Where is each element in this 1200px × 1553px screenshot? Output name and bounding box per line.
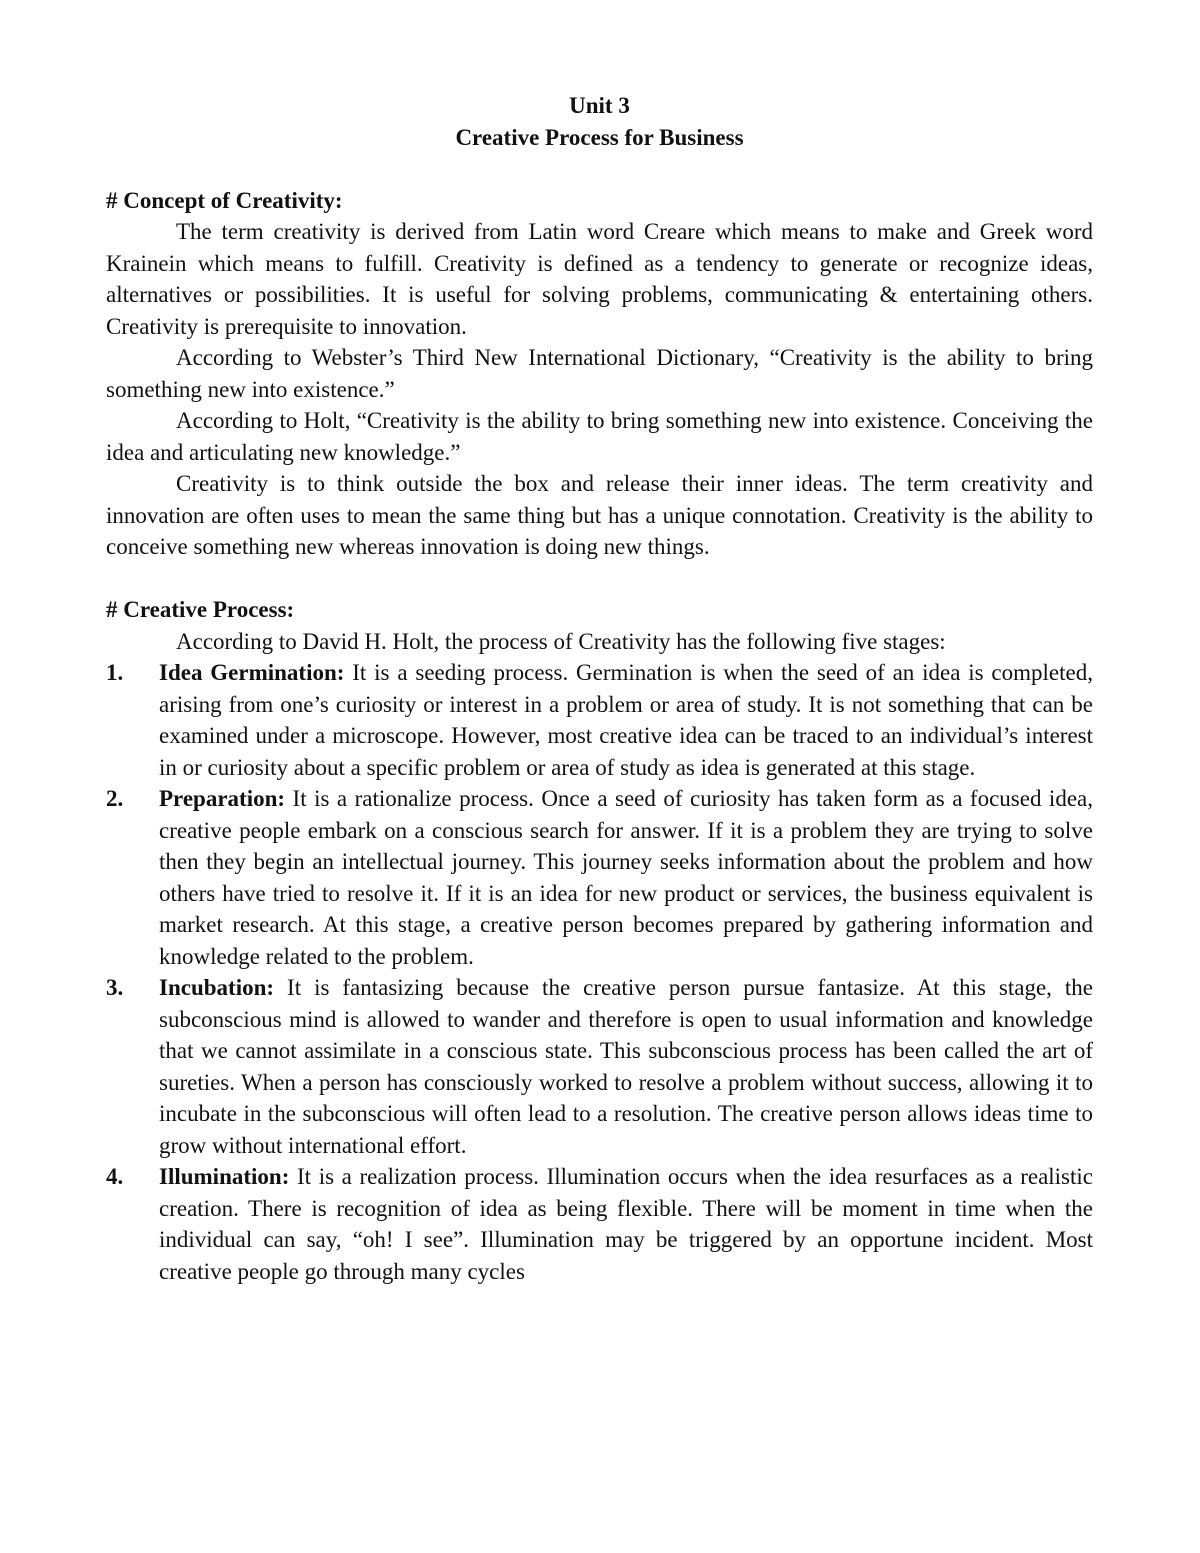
- section-heading-process: # Creative Process:: [106, 597, 295, 622]
- section-heading-concept: # Concept of Creativity:: [106, 187, 343, 213]
- list-item: [106, 972, 1093, 1161]
- process-intro: According to David H. Holt, the process of Creativity has the following five stages:: [176, 628, 946, 654]
- stage-text: It is a realization process. Illumination occurs when the idea resurfaces as a realistic creation. There is recognition of idea as being flexible. There will be moment in time when the individual can say, “oh! I see”. Illumination may be triggered by an opportune incident. Most creative people go through many cycles: [159, 1164, 1093, 1284]
- list-item: [106, 657, 1093, 783]
- stage-text: It is a rationalize process. Once a seed of curiosity has taken form as a focused idea, creative people embark on a conscious search for answer. If it is a problem they are trying to solve then they begin an intellectual journey. This journey seeks information about the problem and how others have tried to resolve it. If it is an idea for new product or services, the business equivalent is market research. At this stage, a creative person becomes prepared by gathering information and knowledge related to the problem.: [159, 786, 1093, 969]
- list-number: 3.: [106, 975, 124, 1000]
- stage-term: Preparation:: [159, 786, 286, 811]
- page-title: Creative Process for Business: [455, 124, 744, 150]
- concept-paragraph-3: According to Holt, “Creativity is the ability to bring something new into existence. Conceiving the idea and articulating new knowledge.”: [106, 408, 1093, 465]
- list-item: [106, 1161, 1093, 1287]
- document-page: [106, 90, 1093, 1287]
- stage-term: Idea Germination:: [159, 660, 345, 685]
- stages-list: [106, 657, 1093, 1287]
- stage-term: Incubation:: [159, 975, 275, 1000]
- concept-paragraph-1: The term creativity is derived from Latin word Creare which means to make and Greek word Krainein which means to fulfill. Creativity is defined as a tendency to generate or recognize ideas, alternatives or possibilities. It is useful for solving problems, communicating & entertaining others. Creativity is prerequisite to innovation.: [106, 219, 1093, 339]
- concept-paragraph-2: According to Webster’s Third New International Dictionary, “Creativity is the ability to bring something new into existence.”: [106, 345, 1093, 402]
- concept-paragraph-4: Creativity is to think outside the box and release their inner ideas. The term creativity and innovation are often uses to mean the same thing but has a unique connotation. Creativity is the ability to conceive something new whereas innovation is doing new things.: [106, 471, 1093, 559]
- stage-text: It is a seeding process. Germination is when the seed of an idea is completed, arising from one’s curiosity or interest in a problem or area of study. It is not something that can be examined under a microscope. However, most creative idea can be traced to an individual’s interest in or curiosity about a specific problem or area of study as idea is generated at this stage.: [159, 660, 1093, 780]
- spacer: [106, 563, 1093, 595]
- stage-text: It is fantasizing because the creative person pursue fantasize. At this stage, the subconscious mind is allowed to wander and therefore is open to usual information and knowledge that we cannot assimilate in a conscious state. This subconscious process has been called the art of sureties. When a person has consciously worked to resolve a problem without success, allowing it to incubate in the subconscious will often lead to a resolution. The creative person allows ideas time to grow without international effort.: [159, 975, 1093, 1158]
- unit-label: Unit 3: [569, 93, 630, 118]
- stage-term: Illumination:: [159, 1164, 290, 1189]
- list-number: 2.: [106, 786, 124, 811]
- spacer: [106, 153, 1093, 185]
- list-item: [106, 783, 1093, 972]
- list-number: 1.: [106, 660, 124, 685]
- list-number: 4.: [106, 1164, 124, 1189]
